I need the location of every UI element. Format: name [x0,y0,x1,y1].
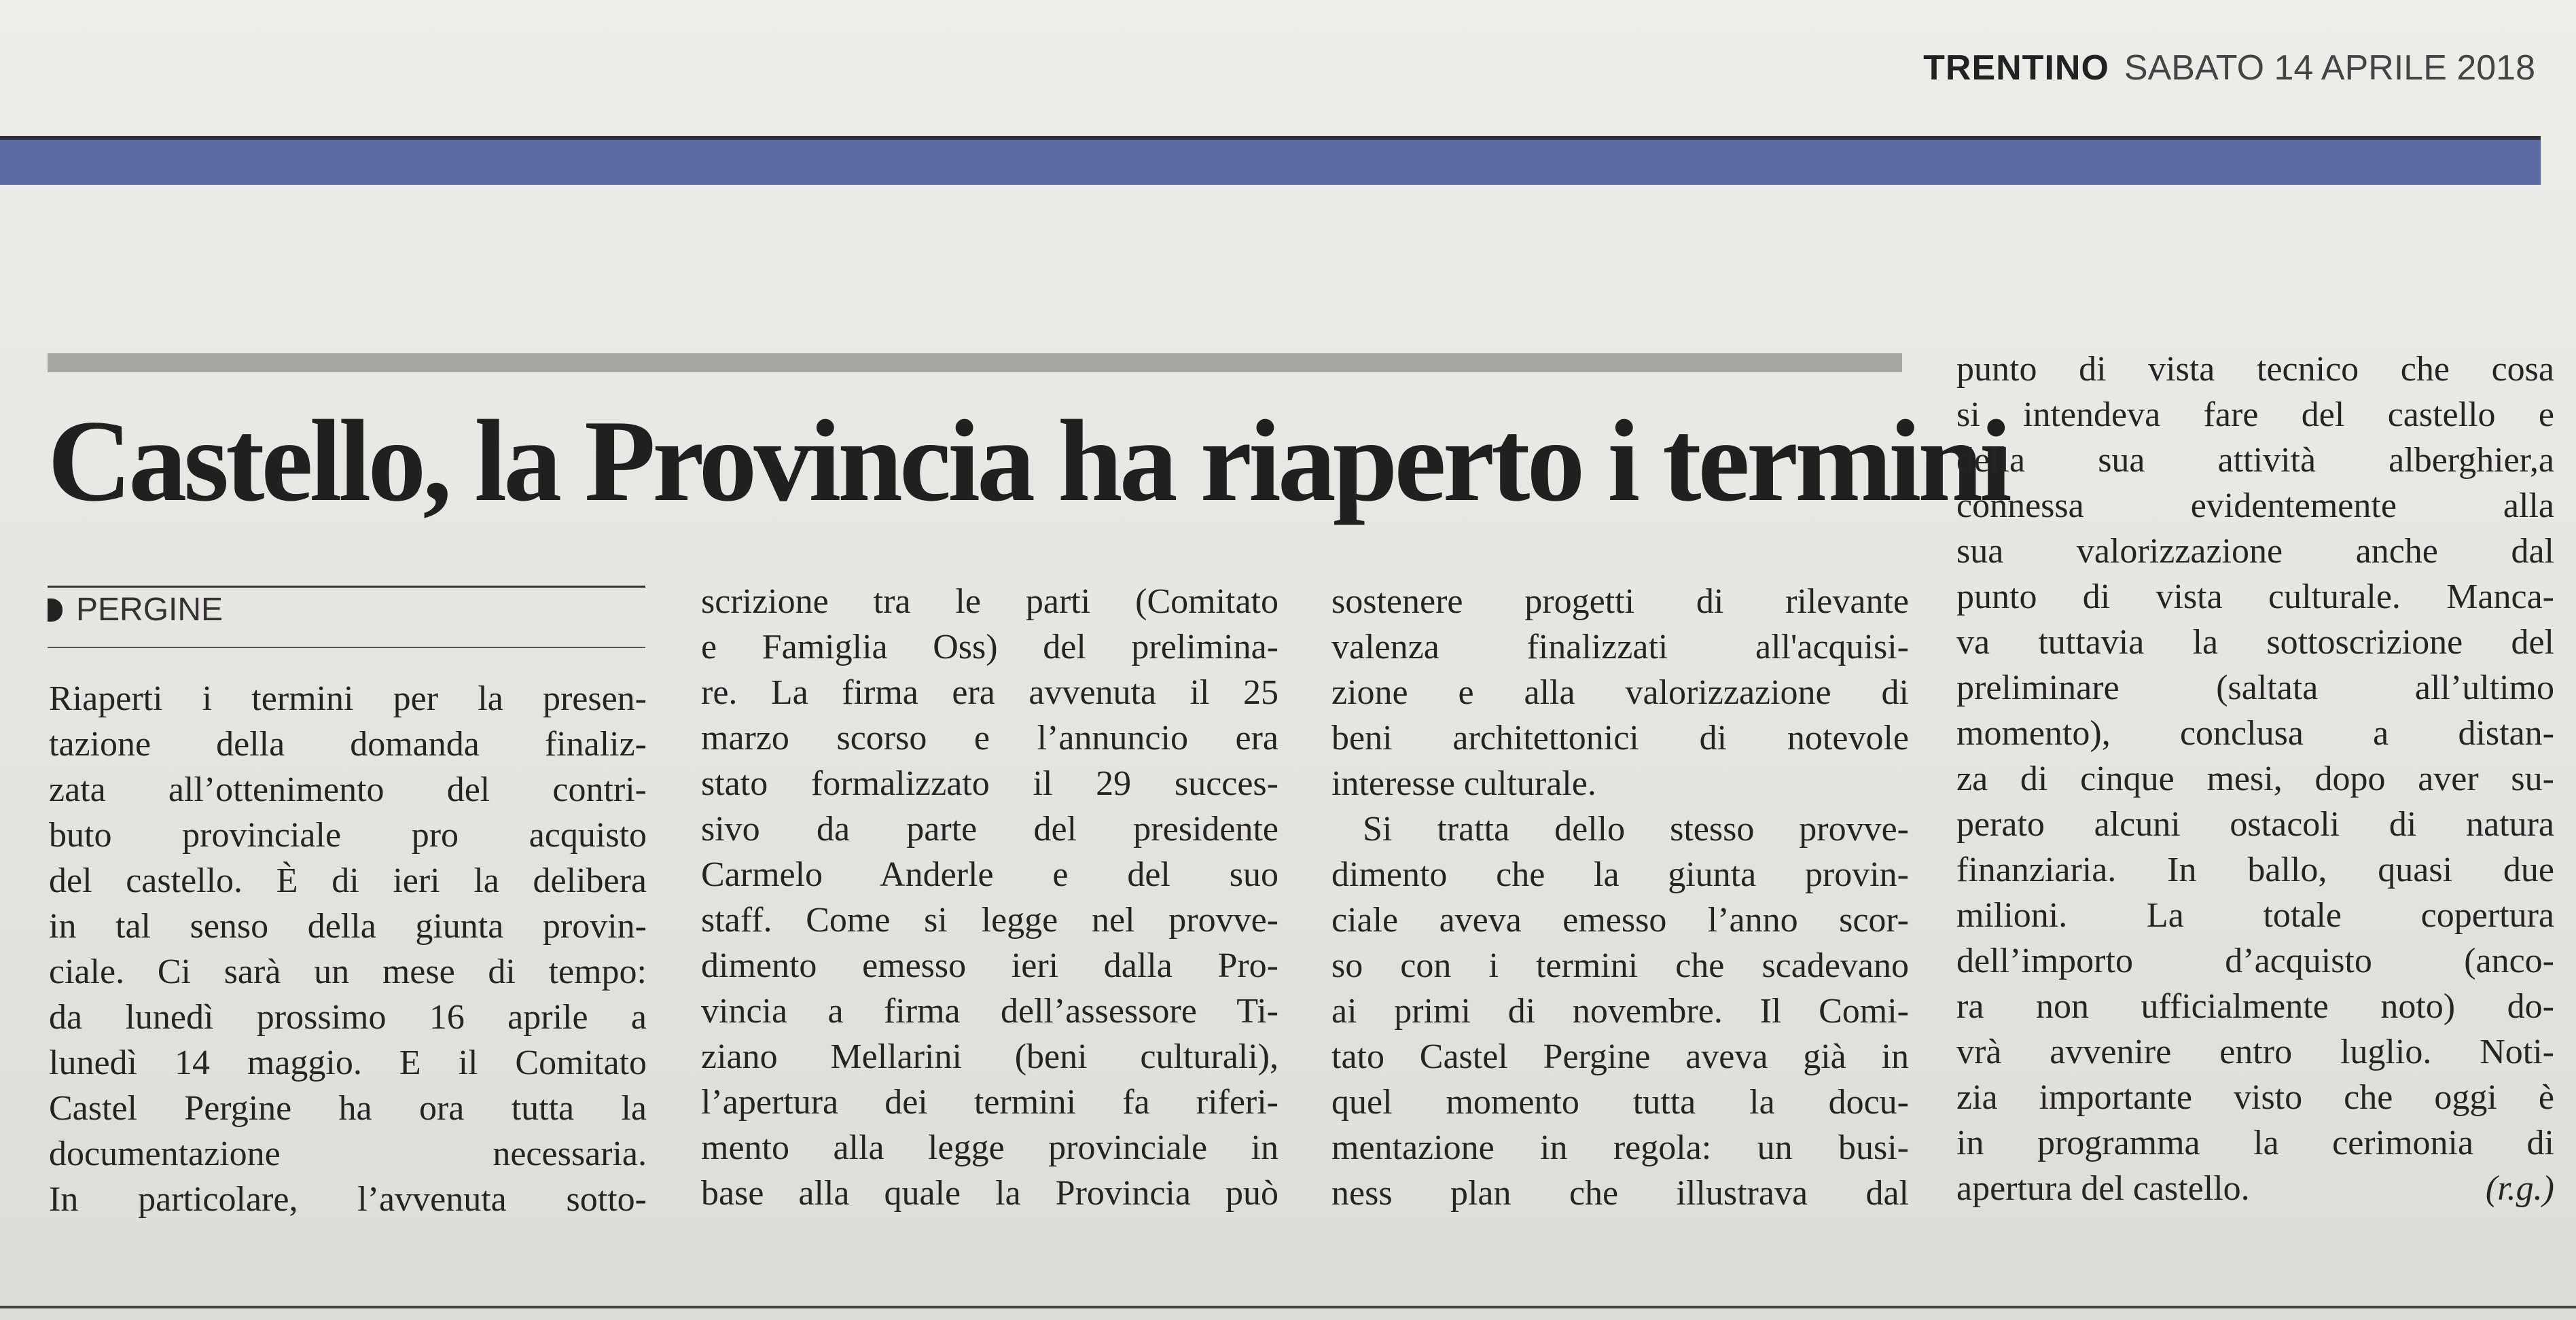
text-line: in programma la cerimonia di [1956,1124,2554,1162]
text-line: staff. Come si legge nel provve- [701,901,1278,940]
text-line: milioni. La totale copertura [1956,896,2554,935]
article-column-4 [1956,346,2554,1211]
text-line: quel momento tutta la docu- [1331,1083,1909,1122]
text-line: dimento emesso ieri dalla Pro- [701,946,1278,985]
text-line-final-content: apertura del castello. [1956,1169,2250,1208]
text-line: va tuttavia la sottoscrizione del [1956,623,2554,662]
text-line: Riaperti i termini per la presen- [49,679,647,718]
text-line: valenza finalizzati all'acquisi- [1331,628,1909,666]
issue-date: SABATO 14 APRILE 2018 [2124,48,2535,88]
text-line: lunedì 14 maggio. E il Comitato [49,1043,647,1082]
text-line: zia importante visto che oggi è [1956,1078,2554,1117]
text-line: so con i termini che scadevano [1331,946,1909,985]
text-line: stato formalizzato il 29 succes- [701,764,1278,803]
text-line: dell’importo d’acquisto (anco- [1956,942,2554,980]
text-line: sivo da parte del presidente [701,810,1278,849]
text-line: tato Castel Pergine aveva già in [1331,1037,1909,1076]
text-line: buto provinciale pro acquisto [49,816,647,855]
text-line: interesse culturale. [1331,764,1596,803]
section-label [48,591,223,628]
text-line: sostenere progetti di rilevante [1331,582,1909,621]
section-name: PERGINE [76,592,223,628]
author-signature: (r.g.) [2485,1169,2554,1208]
text-line: documentazione necessaria. [49,1135,647,1173]
text-line: punto di vista tecnico che cosa [1956,350,2554,389]
text-line: sua valorizzazione anche dal [1956,532,2554,571]
text-line: za di cinque mesi, dopo aver su- [1956,760,2554,798]
text-line: finanziaria. In ballo, quasi due [1956,851,2554,889]
text-line: zata all’ottenimento del contri- [49,770,647,809]
text-line: base alla quale la Provincia può [701,1174,1278,1213]
text-line: re. La firma era avvenuta il 25 [701,673,1278,712]
text-line: momento), conclusa a distan- [1956,714,2554,753]
text-line: connessa evidentemente alla [1956,486,2554,525]
text-line: mento alla legge provinciale in [701,1128,1278,1167]
text-line: dimento che la giunta provin- [1331,855,1909,894]
article-column-3 [1331,579,1909,1216]
text-line: ra non ufficialmente noto) do- [1956,987,2554,1026]
section-marker-icon [48,599,62,622]
text-line: ai primi di novembre. Il Comi- [1331,992,1909,1031]
text-line: si intendeva fare del castello e [1956,395,2554,434]
text-line: della sua attività alberghier,a [1956,441,2554,480]
text-line: marzo scorso e l’annuncio era [701,719,1278,757]
text-line: perato alcuni ostacoli di natura [1956,805,2554,844]
text-line: ciale aveva emesso l’anno scor- [1331,901,1909,940]
newspaper-name: TRENTINO [1923,48,2109,88]
text-line: da lunedì prossimo 16 aprile a [49,998,647,1037]
text-line: in tal senso della giunta provin- [49,907,647,946]
text-line: tazione della domanda finaliz- [49,725,647,764]
text-line: ziano Mellarini (beni culturali), [701,1037,1278,1076]
article-column-1 [49,676,647,1222]
text-line: punto di vista culturale. Manca- [1956,577,2554,616]
article-column-2 [701,579,1278,1216]
text-line-final [1956,1166,2554,1211]
headline: Castello, la Provincia ha riaperto i termini [48,397,2009,526]
text-line: vrà avvenire entro luglio. Noti- [1956,1033,2554,1071]
text-line: l’apertura dei termini fa riferi- [701,1083,1278,1122]
headline-bar [48,353,1902,372]
text-line: mentazione in regola: un busi- [1331,1128,1909,1167]
section-rule-bottom [48,647,645,648]
text-line: ness plan che illustrava dal [1331,1174,1909,1213]
text-line: beni architettonici di notevole [1331,719,1909,757]
text-line: vincia a firma dell’assessore Ti- [701,992,1278,1031]
top-color-band [0,136,2541,185]
text-line: e Famiglia Oss) del prelimina- [701,628,1278,666]
text-line: preliminare (saltata all’ultimo [1956,668,2554,707]
text-line: del castello. È di ieri la delibera [49,861,647,900]
text-line: zione e alla valorizzazione di [1331,673,1909,712]
section-rule-top [48,586,645,588]
text-line: scrizione tra le parti (Comitato [701,582,1278,621]
text-line: Castel Pergine ha ora tutta la [49,1089,647,1128]
text-line: ciale. Ci sarà un mese di tempo: [49,952,647,991]
text-line: Si tratta dello stesso provve- [1363,810,1909,849]
masthead [1923,48,2535,88]
text-line: In particolare, l’avvenuta sotto- [49,1180,647,1219]
text-line: Carmelo Anderle e del suo [701,855,1278,894]
bottom-rule [0,1306,2576,1308]
